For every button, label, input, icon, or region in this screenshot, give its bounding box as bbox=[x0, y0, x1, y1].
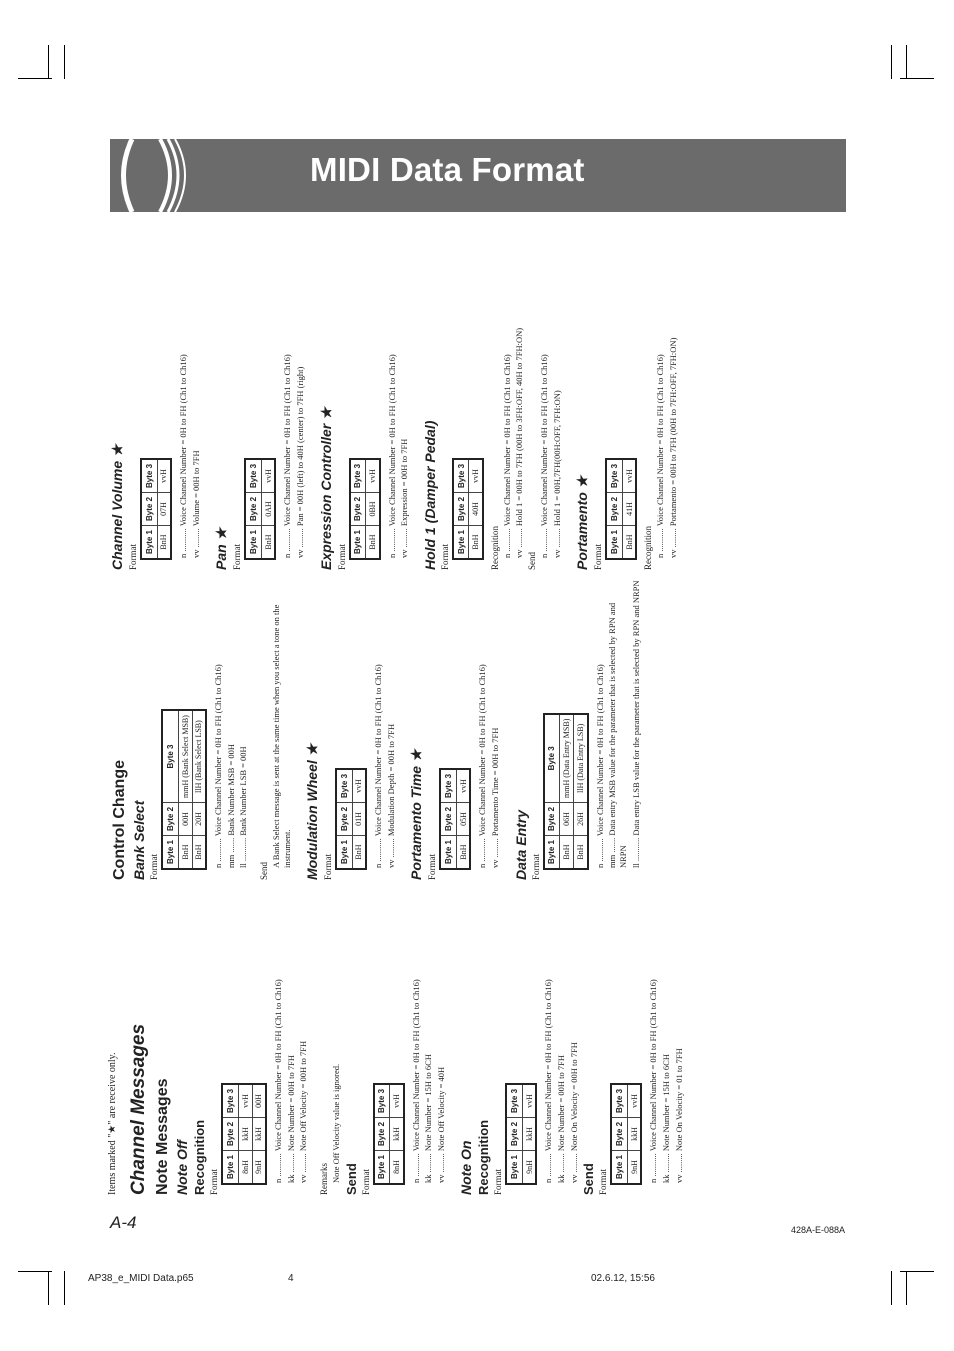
col-header: Byte 1 bbox=[222, 1150, 238, 1184]
pan-table bbox=[244, 458, 276, 560]
cell: kkH bbox=[238, 1117, 252, 1150]
desc-line: vv ......... Pan = 00H (left) to 40H (center) to 7FH (right) bbox=[294, 366, 305, 558]
cell: 40H bbox=[469, 492, 483, 525]
col-header: Byte 3 bbox=[336, 769, 352, 803]
heading-pan: Pan ★ bbox=[213, 527, 230, 570]
cell: llH (Bank Select LSB) bbox=[192, 710, 206, 802]
column-controllers bbox=[107, 270, 681, 570]
cell: 0BH bbox=[366, 492, 380, 525]
cell: BnH bbox=[574, 835, 588, 869]
cell: vvH bbox=[469, 459, 483, 493]
table-row bbox=[560, 714, 574, 869]
format-label: Format bbox=[360, 1169, 371, 1195]
cell: vvH bbox=[261, 459, 275, 493]
desc-line: n ........... Voice Channel Number = 0H to FH (Ch1 to Ch16) bbox=[543, 979, 554, 1183]
desc-line: n ........... Voice Channel Number = 0H to FH (Ch1 to Ch16) bbox=[477, 664, 488, 868]
col-header: Byte 3 bbox=[245, 459, 261, 493]
cell: BnH bbox=[560, 835, 574, 869]
cell: 07H bbox=[157, 492, 171, 525]
cell: vvH bbox=[366, 459, 380, 493]
footer-date: 02.6.12, 15:56 bbox=[591, 1273, 655, 1284]
cell: 05H bbox=[456, 802, 470, 835]
heading-expression: Expression Controller ★ bbox=[317, 407, 334, 570]
desc-line: vv ......... Hold 1 = 00H to 7FH (00H to 3FH:OFF, 40H to 7FH:ON) bbox=[514, 327, 525, 558]
table-row bbox=[390, 1084, 404, 1184]
cell: 8nH bbox=[238, 1150, 252, 1184]
crop-mark bbox=[48, 1271, 49, 1305]
cell: kkH bbox=[627, 1117, 641, 1150]
page-title: MIDI Data Format bbox=[310, 151, 585, 188]
crop-mark bbox=[64, 45, 65, 79]
table-row bbox=[469, 459, 483, 559]
desc-line: vv ......... Portamento = 00H to 7FH (00H to 7FH:OFF, 7FH:ON) bbox=[667, 337, 678, 558]
desc-line: vv ......... Modulation Depth = 00H to 7FH bbox=[385, 723, 396, 868]
table-row bbox=[178, 710, 192, 869]
desc-line: n ........... Voice Channel Number = 0H to FH (Ch1 to Ch16) bbox=[501, 354, 512, 558]
desc-line: mm ....... Data entry MSB value for the parameter that is selected by RPN and NRPN bbox=[607, 602, 628, 868]
format-label: Format bbox=[232, 544, 243, 570]
portamento-time-table bbox=[439, 768, 471, 870]
format-label: Format bbox=[427, 854, 438, 880]
table-row bbox=[366, 459, 380, 559]
desc-line: kk ......... Note Number = 00H to 7FH bbox=[556, 1054, 566, 1183]
format-label: Format bbox=[209, 1169, 219, 1195]
footer-page: 4 bbox=[288, 1273, 294, 1284]
doc-id: 428A-E-088A bbox=[791, 1225, 846, 1235]
desc-line: vv ......... Note On Velocity = 01 to 7FH bbox=[673, 1048, 684, 1183]
cell: vvH bbox=[352, 769, 366, 803]
data-entry-table bbox=[543, 713, 589, 870]
col-header: Byte 1 bbox=[350, 525, 366, 559]
heading-recognition: Recognition bbox=[192, 1119, 207, 1195]
col-header: Byte 2 bbox=[374, 1117, 390, 1150]
cell: 8nH bbox=[390, 1150, 404, 1184]
col-header: Byte 2 bbox=[453, 492, 469, 525]
cell: 01H bbox=[352, 802, 366, 835]
cell: BnH bbox=[469, 525, 483, 559]
note-off-recognition-table bbox=[221, 1083, 267, 1185]
col-header: Byte 3 bbox=[506, 1084, 522, 1118]
cell: BnH bbox=[456, 835, 470, 869]
desc-line: vv ......... Portamento Time = 00H to 7FH bbox=[490, 727, 500, 868]
format-label: Format bbox=[149, 854, 159, 880]
col-header: Byte 1 bbox=[141, 525, 157, 559]
desc-line: vv ......... Hold 1 = 00H,7FH(00H:OFF, 7FH:ON) bbox=[551, 390, 562, 558]
col-header: Byte 3 bbox=[544, 714, 560, 803]
bank-select-table bbox=[161, 709, 207, 870]
note-off-send-table bbox=[373, 1083, 405, 1185]
cell: 41H bbox=[622, 492, 636, 525]
note-on-send-table bbox=[610, 1083, 642, 1185]
table-row bbox=[522, 1084, 536, 1184]
format-label: Format bbox=[598, 1169, 609, 1195]
desc-line: n ........... Voice Channel Number = 0H to FH (Ch1 to Ch16) bbox=[213, 664, 223, 868]
desc-line: n ........... Voice Channel Number = 0H to FH (Ch1 to Ch16) bbox=[655, 354, 666, 558]
column-note-messages bbox=[107, 895, 686, 1195]
table-row bbox=[456, 769, 470, 869]
col-header: Byte 3 bbox=[141, 459, 157, 493]
modulation-table bbox=[335, 768, 367, 870]
col-header: Byte 2 bbox=[222, 1117, 238, 1150]
desc-line: vv ......... Note Off Velocity = 00H to 7FH bbox=[298, 1040, 309, 1183]
table-row bbox=[238, 1084, 252, 1184]
col-header: Byte 3 bbox=[606, 459, 622, 493]
heading-hold: Hold 1 (Damper Pedal) bbox=[421, 420, 438, 570]
decorative-arcs bbox=[110, 139, 230, 212]
col-header: Byte 1 bbox=[440, 835, 456, 869]
col-header: Byte 1 bbox=[336, 835, 352, 869]
col-header: Byte 2 bbox=[336, 802, 352, 835]
crop-mark bbox=[18, 78, 52, 79]
heading-note-on: Note On bbox=[458, 1140, 475, 1195]
desc-line: mm ....... Bank Number MSB = 00H bbox=[225, 743, 236, 868]
col-header: Byte 2 bbox=[606, 492, 622, 525]
heading-note-messages: Note Messages bbox=[154, 1078, 171, 1195]
recognition-label: Recognition bbox=[643, 526, 654, 570]
cell: BnH bbox=[157, 525, 171, 559]
col-header: Byte 3 bbox=[453, 459, 469, 493]
cell: BnH bbox=[261, 525, 275, 559]
cell: BnH bbox=[366, 525, 380, 559]
heading-control-change: Control Change bbox=[111, 760, 128, 880]
remarks-text: Note Off Velocity value is ignored. bbox=[330, 1063, 341, 1183]
column-control-change bbox=[107, 580, 643, 880]
cell: vvH bbox=[456, 769, 470, 803]
desc-line: n ........... Voice Channel Number = 0H to FH (Ch1 to Ch16) bbox=[648, 979, 659, 1183]
crop-mark bbox=[48, 45, 49, 79]
col-header: Byte 1 bbox=[506, 1150, 522, 1184]
recognition-label: Recognition bbox=[489, 526, 500, 570]
desc-line: n ........... Voice Channel Number = 0H to FH (Ch1 to Ch16) bbox=[273, 979, 283, 1183]
col-header: Byte 1 bbox=[606, 525, 622, 559]
cell: 00H bbox=[178, 802, 192, 835]
desc-line: vv ......... Expression = 00H to 7FH bbox=[399, 438, 410, 558]
cell: llH (Data Entry LSB) bbox=[574, 714, 588, 803]
col-header: Byte 2 bbox=[611, 1117, 627, 1150]
table-row bbox=[252, 1084, 266, 1184]
col-header: Byte 3 bbox=[374, 1084, 390, 1118]
desc-line: n ........... Voice Channel Number = 0H to FH (Ch1 to Ch16) bbox=[410, 979, 421, 1183]
table-row bbox=[192, 710, 206, 869]
crop-mark bbox=[18, 1271, 52, 1272]
heading-modulation-wheel: Modulation Wheel ★ bbox=[304, 743, 321, 880]
col-header: Byte 3 bbox=[162, 710, 178, 802]
desc-line: n ........... Voice Channel Number = 0H to FH (Ch1 to Ch16) bbox=[594, 664, 605, 868]
format-label: Format bbox=[439, 544, 450, 570]
heading-note-off: Note Off bbox=[174, 1140, 190, 1195]
remarks-label: Remarks bbox=[318, 1163, 329, 1195]
col-header: Byte 2 bbox=[440, 802, 456, 835]
col-header: Byte 1 bbox=[374, 1150, 390, 1184]
col-header: Byte 3 bbox=[611, 1084, 627, 1118]
col-header: Byte 2 bbox=[506, 1117, 522, 1150]
expression-table bbox=[349, 458, 381, 560]
cell: vvH bbox=[157, 459, 171, 493]
col-header: Byte 1 bbox=[544, 835, 560, 869]
col-header: Byte 2 bbox=[162, 802, 178, 835]
desc-line: n ........... Voice Channel Number = 0H to FH (Ch1 to Ch16) bbox=[373, 664, 384, 868]
cell: 06H bbox=[560, 802, 574, 835]
format-label: Format bbox=[323, 854, 334, 880]
page-header bbox=[110, 139, 846, 212]
desc-line: kk ......... Note Number = 00H to 7FH bbox=[285, 1054, 296, 1183]
cell: mmH (Data Entry MSB) bbox=[560, 714, 574, 803]
heading-bank-select: Bank Select bbox=[131, 800, 147, 880]
cell: 00H bbox=[252, 1084, 266, 1118]
col-header: Byte 1 bbox=[162, 835, 178, 869]
hold-table bbox=[452, 458, 484, 560]
send-label: Send bbox=[258, 862, 269, 880]
crop-mark bbox=[906, 45, 907, 79]
desc-line: ll ........... Bank Number LSB = 00H bbox=[238, 746, 249, 868]
cell: kkH bbox=[252, 1117, 266, 1150]
desc-line: n ........... Voice Channel Number = 0H to FH (Ch1 to Ch16) bbox=[178, 354, 188, 558]
format-label: Format bbox=[493, 1169, 504, 1195]
desc-line: n ........... Voice Channel Number = 0H to FH (Ch1 to Ch16) bbox=[282, 354, 293, 558]
format-label: Format bbox=[128, 544, 138, 570]
heading-channel-volume: Channel Volume ★ bbox=[109, 444, 125, 570]
table-row bbox=[574, 714, 588, 869]
col-header: Byte 3 bbox=[440, 769, 456, 803]
cell: 9nH bbox=[522, 1150, 536, 1184]
cell: vvH bbox=[390, 1084, 404, 1118]
table-row bbox=[261, 459, 275, 559]
format-label: Format bbox=[593, 544, 604, 570]
section-title: Channel Messages bbox=[128, 1023, 149, 1195]
cell: BnH bbox=[352, 835, 366, 869]
cell: vvH bbox=[522, 1084, 536, 1118]
cell: 20H bbox=[192, 802, 206, 835]
cell: 26H bbox=[574, 802, 588, 835]
table-row bbox=[622, 459, 636, 559]
col-header: Byte 2 bbox=[350, 492, 366, 525]
cell: BnH bbox=[192, 835, 206, 869]
table-row bbox=[627, 1084, 641, 1184]
table-row bbox=[352, 769, 366, 869]
cell: kkH bbox=[390, 1117, 404, 1150]
portamento-table bbox=[605, 458, 637, 560]
col-header: Byte 2 bbox=[544, 802, 560, 835]
intro-note: Items marked "★" are receive only. bbox=[107, 1052, 118, 1195]
cell: mmH (Bank Select MSB) bbox=[178, 710, 192, 802]
cell: BnH bbox=[178, 835, 192, 869]
cell: vvH bbox=[238, 1084, 252, 1118]
page-label: A-4 bbox=[110, 1213, 137, 1232]
cell: vvH bbox=[627, 1084, 641, 1118]
crop-mark bbox=[906, 1271, 907, 1305]
send-label: Send bbox=[527, 552, 537, 570]
cell: kkH bbox=[522, 1117, 536, 1150]
cell: vvH bbox=[622, 459, 636, 493]
heading-send: Send bbox=[581, 1163, 597, 1195]
desc-line: ll ........... Data entry LSB value for the parameter that is selected by RPN and NRPN bbox=[630, 580, 641, 868]
note-on-recognition-table bbox=[505, 1083, 537, 1185]
volume-table bbox=[140, 458, 172, 560]
col-header: Byte 1 bbox=[245, 525, 261, 559]
cell: BnH bbox=[622, 525, 636, 559]
col-header: Byte 2 bbox=[141, 492, 157, 525]
desc-line: kk ......... Note Number = 15H to 6CH bbox=[660, 1054, 671, 1183]
desc-line: vv ......... Note On Velocity = 00H to 7FH bbox=[568, 1042, 579, 1183]
col-header: Byte 1 bbox=[453, 525, 469, 559]
col-header: Byte 3 bbox=[222, 1084, 238, 1118]
crop-mark bbox=[891, 45, 892, 79]
heading-data-entry: Data Entry bbox=[512, 809, 529, 880]
rotated-content bbox=[107, 265, 827, 1195]
heading-portamento-time: Portamento Time ★ bbox=[408, 749, 425, 880]
col-header: Byte 2 bbox=[245, 492, 261, 525]
cell: 0AH bbox=[261, 492, 275, 525]
footer-file: AP38_e_MIDI Data.p65 bbox=[88, 1273, 194, 1284]
col-header: Byte 3 bbox=[350, 459, 366, 493]
desc-line: vv ......... Volume = 00H to 7FH bbox=[190, 450, 201, 558]
format-label: Format bbox=[336, 544, 347, 570]
desc-line: n ........... Voice Channel Number = 0H to FH (Ch1 to Ch16) bbox=[539, 354, 549, 558]
desc-line: vv ......... Note Off Velocity = 40H bbox=[435, 1066, 446, 1183]
cell: 9nH bbox=[627, 1150, 641, 1184]
desc-line: n ........... Voice Channel Number = 0H to FH (Ch1 to Ch16) bbox=[386, 354, 397, 558]
bank-send-text: A Bank Select message is sent at the same time when you select a tone on the instrument. bbox=[270, 604, 292, 868]
format-label: Format bbox=[530, 854, 541, 880]
heading-portamento: Portamento ★ bbox=[574, 475, 591, 570]
crop-mark bbox=[64, 1271, 65, 1305]
cell: 9nH bbox=[252, 1150, 266, 1184]
crop-mark bbox=[891, 1271, 892, 1305]
table-row bbox=[157, 459, 171, 559]
heading-send: Send bbox=[343, 1163, 359, 1195]
heading-recognition: Recognition bbox=[476, 1119, 492, 1195]
desc-line: kk ......... Note Number = 15H to 6CH bbox=[423, 1054, 434, 1183]
col-header: Byte 1 bbox=[611, 1150, 627, 1184]
